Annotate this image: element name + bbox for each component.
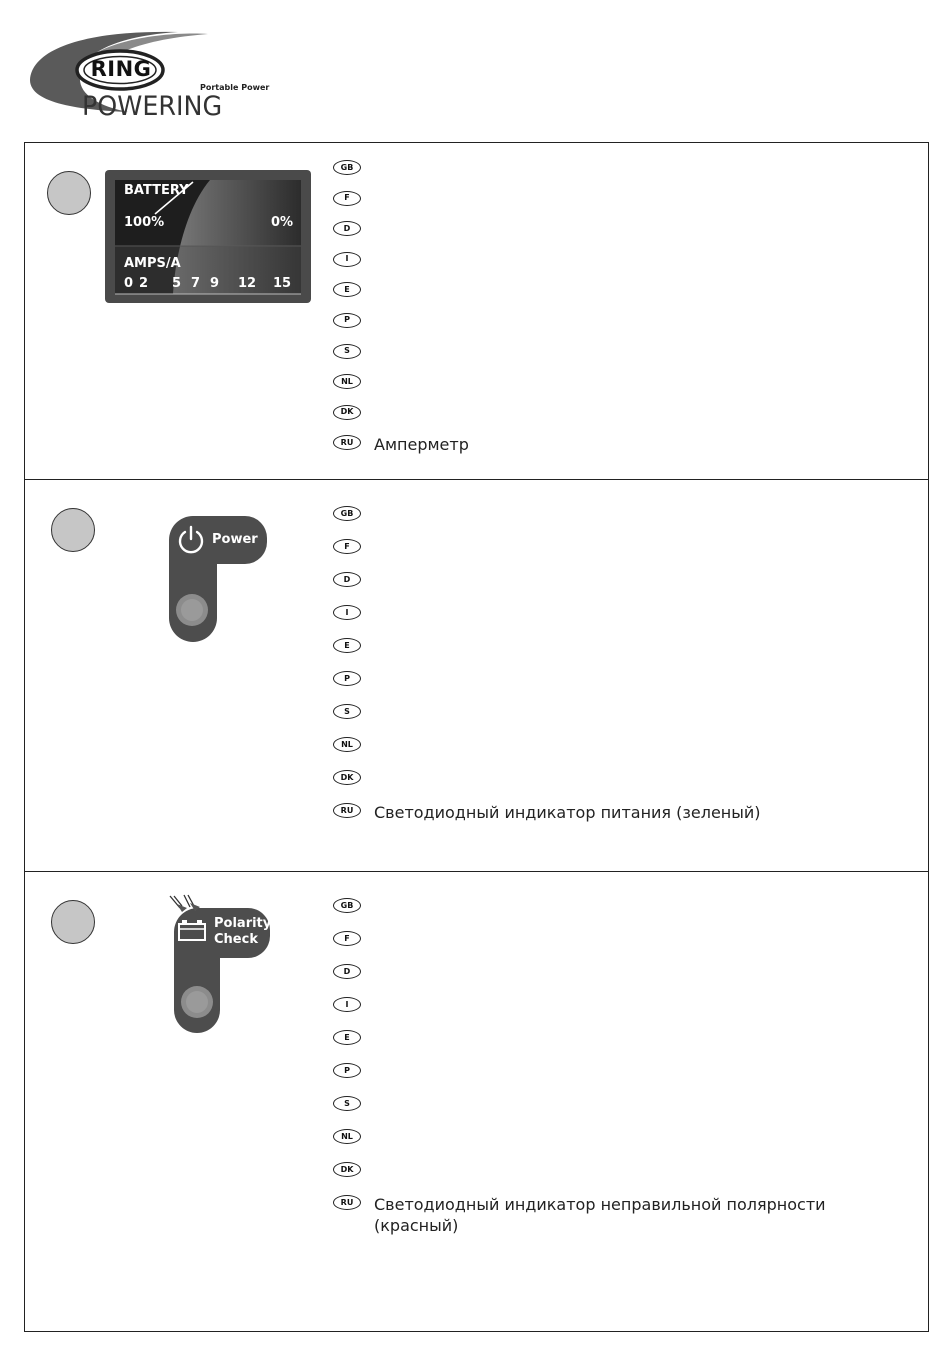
amps-tick: 0	[124, 276, 134, 291]
amps-tick: 2	[139, 276, 149, 291]
amps-tick: 9	[210, 276, 220, 291]
lang-badge: RU	[333, 1195, 361, 1210]
amps-tick: 12	[238, 276, 257, 291]
lang-badge: E	[333, 282, 361, 297]
lang-badge: S	[333, 1096, 361, 1111]
feature-table	[24, 142, 929, 1332]
amps-label: AMPS/A	[124, 256, 181, 271]
item-number-circle	[47, 171, 91, 215]
lang-badge: F	[333, 191, 361, 206]
lang-text: Светодиодный индикатор питания (зеленый)	[374, 803, 761, 822]
power-panel	[169, 516, 269, 644]
battery-empty-label: 0%	[271, 215, 294, 230]
lang-badge: P	[333, 671, 361, 686]
lang-badge: P	[333, 1063, 361, 1078]
power-icon	[175, 524, 207, 556]
lang-badge: S	[333, 344, 361, 359]
polarity-label-line1: Polarity	[214, 916, 272, 931]
lang-badge: E	[333, 1030, 361, 1045]
item-number-circle	[51, 508, 95, 552]
lang-badge: I	[333, 252, 361, 267]
lang-badge: NL	[333, 737, 361, 752]
logo-brand-text: RING	[90, 57, 152, 81]
lang-badge: D	[333, 964, 361, 979]
brand-logo	[28, 28, 298, 128]
lang-badge: RU	[333, 803, 361, 818]
lang-badge: P	[333, 313, 361, 328]
section-power-led	[25, 479, 928, 871]
lang-badge: S	[333, 704, 361, 719]
section-polarity-led	[25, 871, 928, 1332]
lang-badge: I	[333, 997, 361, 1012]
lang-badge: GB	[333, 506, 361, 521]
lang-badge: RU	[333, 435, 361, 450]
lang-badge: DK	[333, 770, 361, 785]
ammeter-display	[105, 170, 311, 303]
battery-label: BATTERY	[124, 183, 189, 198]
lang-badge: NL	[333, 374, 361, 389]
battery-full-label: 100%	[124, 215, 165, 230]
lang-badge: GB	[333, 898, 361, 913]
amps-tick: 5	[172, 276, 182, 291]
lang-badge: D	[333, 572, 361, 587]
section-ammeter	[25, 143, 928, 479]
logo-product-text: POWERING	[82, 91, 223, 122]
lang-badge: I	[333, 605, 361, 620]
logo-tagline: Portable Power	[200, 83, 270, 92]
lang-badge: DK	[333, 405, 361, 420]
amps-tick: 15	[273, 276, 292, 291]
amps-tick: 7	[191, 276, 201, 291]
lang-badge: F	[333, 931, 361, 946]
power-label: Power	[212, 532, 258, 547]
lang-badge: F	[333, 539, 361, 554]
lang-badge: DK	[333, 1162, 361, 1177]
polarity-label-line2: Check	[214, 932, 258, 947]
lang-text: Амперметр	[374, 435, 469, 455]
polarity-panel	[168, 894, 274, 1036]
lang-badge: GB	[333, 160, 361, 175]
battery-clamp-icon	[168, 894, 212, 946]
lang-badge: D	[333, 221, 361, 236]
lang-badge: NL	[333, 1129, 361, 1144]
lang-text: Светодиодный индикатор неправильной полярности (красный)	[374, 1195, 826, 1235]
item-number-circle	[51, 900, 95, 944]
lang-badge: E	[333, 638, 361, 653]
